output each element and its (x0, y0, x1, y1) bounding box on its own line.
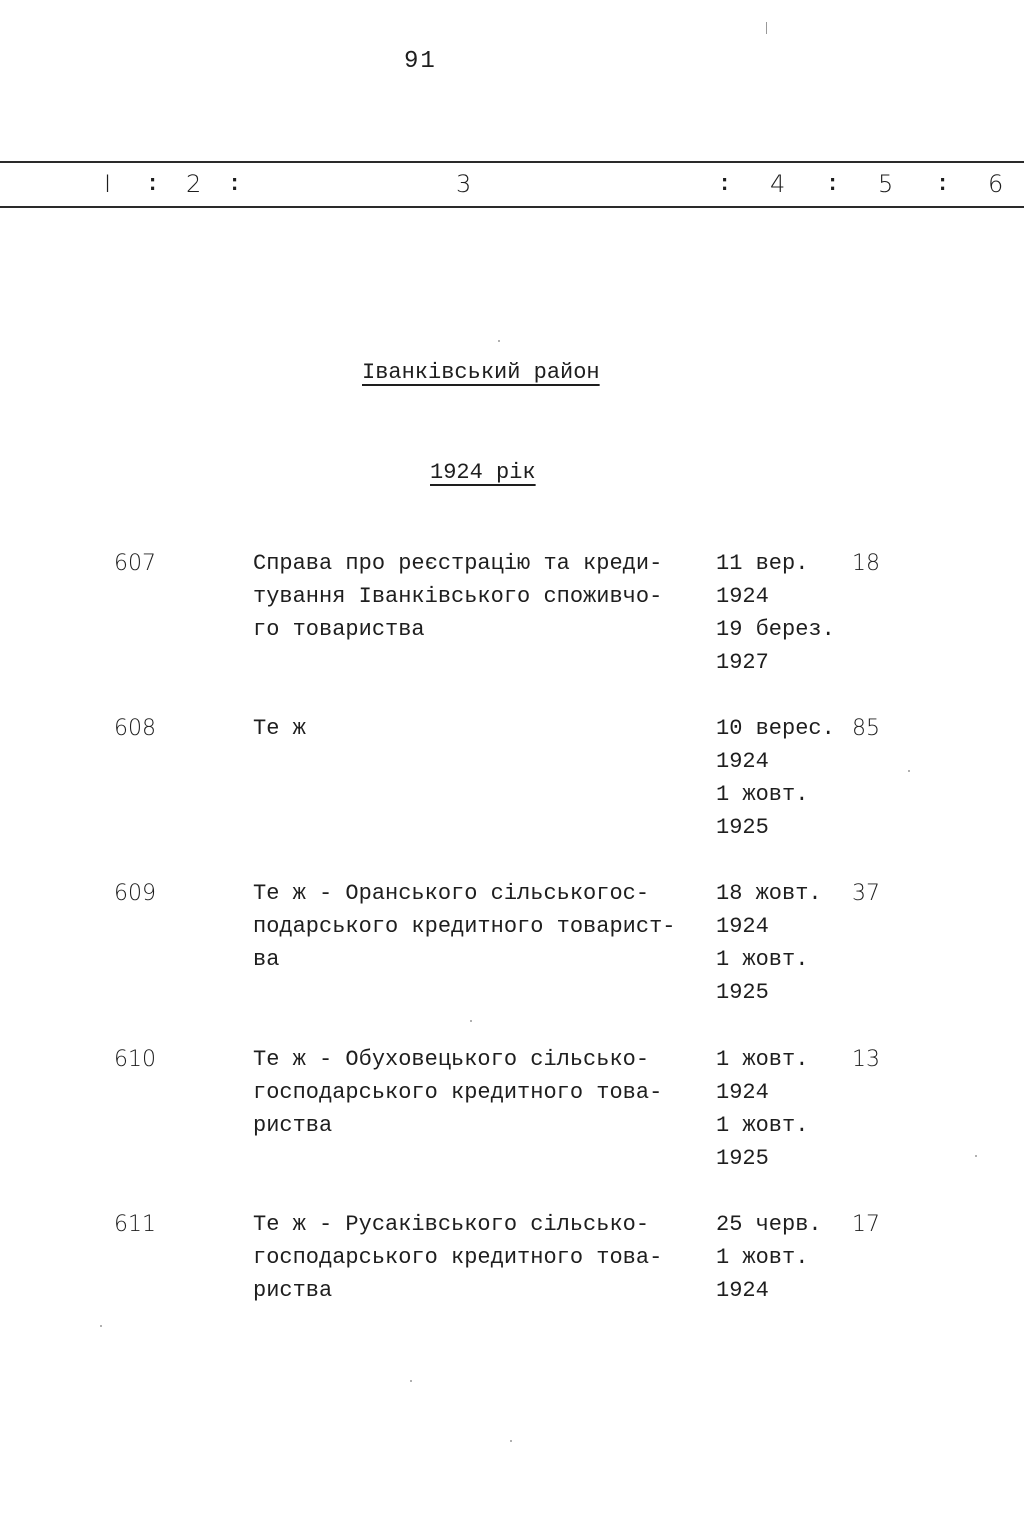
date-line: 1927 (716, 650, 769, 675)
description-line: го товариства (253, 617, 425, 642)
entry-description (253, 1043, 703, 1142)
column-header-2: 2 (186, 170, 202, 198)
column-separator: : (228, 172, 242, 197)
year-title: 1924 рік (430, 460, 536, 485)
date-line: 11 вер. (716, 551, 809, 576)
entry-number: 610 (114, 1047, 156, 1072)
entry-description (253, 547, 703, 646)
date-line: 1 жовт. (716, 1245, 809, 1270)
section-title: Іванківський район (362, 360, 600, 385)
entry-sheet-count: 85 (852, 716, 880, 741)
date-line: 1 жовт. (716, 947, 809, 972)
entry-description (253, 877, 703, 976)
scan-speck (410, 1380, 412, 1382)
date-line: 1925 (716, 980, 769, 1005)
entry-number: 608 (114, 716, 156, 741)
header-rule-top (0, 161, 1024, 163)
entry-sheet-count: 17 (852, 1212, 880, 1237)
description-line: Те ж (253, 716, 306, 741)
description-line: риства (253, 1278, 333, 1303)
scan-speck (470, 1020, 472, 1022)
entry-dates (716, 877, 822, 1009)
column-header-4: 4 (770, 170, 786, 198)
date-line: 1924 (716, 749, 769, 774)
scan-speck (100, 1325, 102, 1327)
column-separator: : (146, 172, 160, 197)
date-line: 1925 (716, 815, 769, 840)
description-line: ва (253, 947, 280, 972)
entry-sheet-count: 13 (852, 1047, 880, 1072)
description-line: Справа про реєстрацію та креди- (253, 551, 663, 576)
scan-speck (498, 340, 500, 342)
description-line: Те ж - Оранського сільськогос- (253, 881, 650, 906)
column-header-6: 6 (988, 170, 1004, 198)
date-line: 1924 (716, 1278, 769, 1303)
scan-speck (510, 1440, 512, 1442)
scan-speck (975, 1155, 977, 1157)
date-line: 1925 (716, 1146, 769, 1171)
date-line: 1 жовт. (716, 782, 809, 807)
entry-sheet-count: 37 (852, 881, 880, 906)
entry-dates (716, 547, 835, 679)
entry-description (253, 1208, 703, 1307)
date-line: 10 верес. (716, 716, 835, 741)
date-line: 1924 (716, 1080, 769, 1105)
description-line: риства (253, 1113, 333, 1138)
description-line: Те ж - Обуховецького сільсько- (253, 1047, 650, 1072)
column-header-5: 5 (878, 170, 894, 198)
description-line: подарського кредитного товарист- (253, 914, 676, 939)
column-header-3: 3 (456, 170, 472, 198)
date-line: 25 черв. (716, 1212, 822, 1237)
column-header-1: I (104, 170, 112, 198)
date-line: 1 жовт. (716, 1047, 809, 1072)
entry-number: 609 (114, 881, 156, 906)
page-number: 91 (404, 48, 437, 75)
scan-speck (908, 770, 910, 772)
column-separator: : (826, 172, 840, 197)
entry-dates (716, 1043, 808, 1175)
entry-number: 607 (114, 551, 156, 576)
date-line: 19 берез. (716, 617, 835, 642)
entry-dates (716, 712, 835, 844)
date-line: 1924 (716, 584, 769, 609)
description-line: господарського кредитного това- (253, 1245, 663, 1270)
entry-description (253, 712, 703, 745)
date-line: 1924 (716, 914, 769, 939)
entry-number: 611 (114, 1212, 156, 1237)
date-line: 1 жовт. (716, 1113, 809, 1138)
column-separator: : (936, 172, 950, 197)
description-line: господарського кредитного това- (253, 1080, 663, 1105)
entry-sheet-count: 18 (852, 551, 880, 576)
description-line: тування Іванківського споживчо- (253, 584, 663, 609)
date-line: 18 жовт. (716, 881, 822, 906)
scan-speck (766, 22, 767, 34)
header-rule-bottom (0, 206, 1024, 208)
description-line: Те ж - Русаківського сільсько- (253, 1212, 650, 1237)
entry-dates (716, 1208, 822, 1307)
column-separator: : (718, 172, 732, 197)
